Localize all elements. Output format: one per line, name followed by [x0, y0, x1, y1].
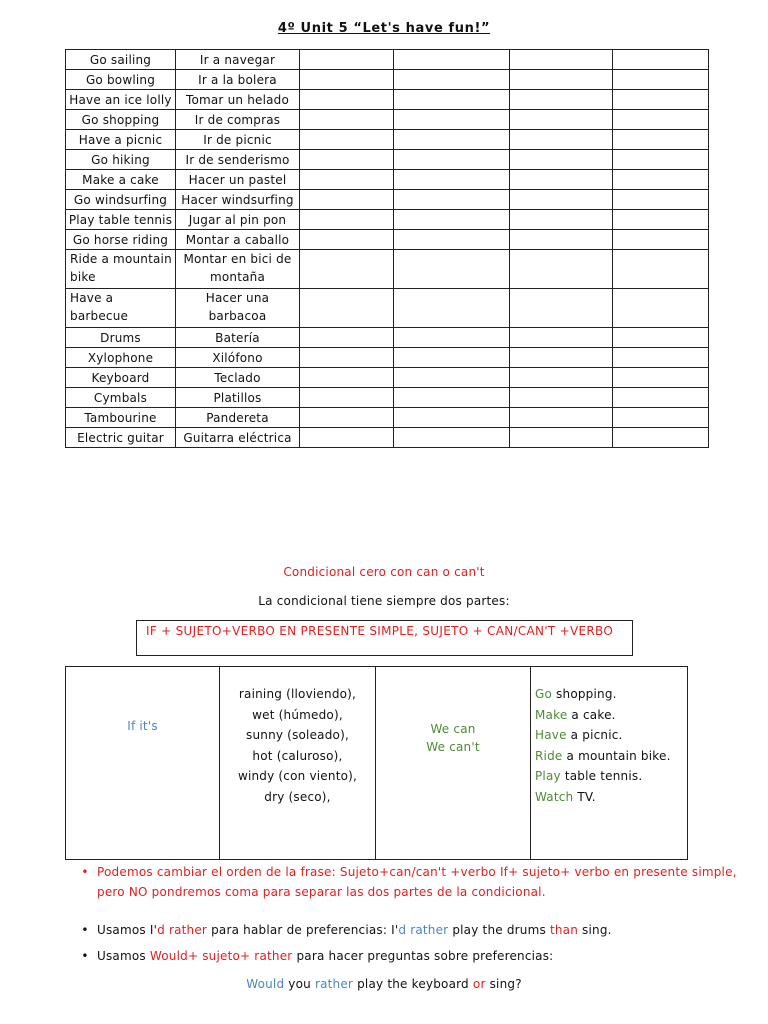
vocab-spanish: Ir a la bolera	[176, 70, 300, 90]
blank-cell	[300, 90, 394, 110]
note-keyword: Would+ sujeto+ rather	[149, 949, 293, 963]
blank-cell	[613, 90, 709, 110]
example-question	[0, 977, 768, 991]
note-id-rather	[81, 923, 737, 937]
blank-cell	[300, 170, 394, 190]
example-keyword: or	[472, 977, 486, 991]
blank-cell	[300, 210, 394, 230]
blank-cell	[613, 170, 709, 190]
vocab-row	[66, 289, 709, 328]
weather-item: windy (con viento),	[237, 769, 358, 783]
activity-verb: Make	[535, 707, 568, 722]
blank-cell	[613, 230, 709, 250]
note-text: Usamos	[97, 949, 150, 963]
note-line: Podemos cambiar el orden de la frase: Sujeto+can/can't +verbo If+ sujeto+ verbo en presente simple,	[97, 865, 737, 879]
blank-cell	[613, 130, 709, 150]
weather-cell	[220, 667, 376, 860]
vocab-spanish: Pandereta	[176, 408, 300, 428]
vocab-english: Go bowling	[66, 70, 176, 90]
blank-cell	[394, 210, 510, 230]
blank-cell	[394, 170, 510, 190]
modal-cell	[376, 667, 531, 860]
example-text: you	[284, 977, 315, 991]
blank-cell	[300, 150, 394, 170]
blank-cell	[510, 328, 613, 348]
blank-cell	[613, 408, 709, 428]
note-word-order	[81, 862, 737, 902]
blank-cell	[510, 70, 613, 90]
page-title: 4º Unit 5 “Let's have fun!”	[277, 21, 491, 36]
weather-item: sunny (soleado),	[246, 728, 349, 742]
blank-cell	[613, 368, 709, 388]
vocab-row	[66, 388, 709, 408]
blank-cell	[510, 388, 613, 408]
vocab-english: Drums	[66, 328, 176, 348]
note-text: para hablar de preferencias: I'	[207, 923, 399, 937]
blank-cell	[394, 388, 510, 408]
blank-cell	[300, 328, 394, 348]
blank-cell	[300, 250, 394, 289]
vocab-row	[66, 150, 709, 170]
vocab-spanish: Tomar un helado	[176, 90, 300, 110]
weather-item: dry (seco),	[264, 789, 331, 804]
vocab-spanish: Jugar al pin pon	[176, 210, 300, 230]
note-keyword: d rather	[398, 923, 449, 937]
vocab-english: Have a picnic	[66, 130, 176, 150]
vocab-row	[66, 368, 709, 388]
activity-item	[535, 766, 687, 787]
vocab-english: Go windsurfing	[66, 190, 176, 210]
grammar-heading: Condicional cero con can o can't	[283, 565, 485, 579]
blank-cell	[510, 348, 613, 368]
bullet-icon: •	[81, 865, 89, 879]
vocab-english: Tambourine	[66, 408, 176, 428]
vocab-row	[66, 90, 709, 110]
vocab-row	[66, 328, 709, 348]
vocab-spanish: Hacer windsurfing	[176, 190, 300, 210]
blank-cell	[394, 110, 510, 130]
vocab-english: Keyboard	[66, 368, 176, 388]
example-text: sing?	[485, 977, 522, 991]
weather-item: hot (caluroso),	[252, 748, 343, 763]
grammar-formula: IF + SUJETO+VERBO EN PRESENTE SIMPLE, SUJETO + CAN/CAN'T +VERBO	[136, 620, 633, 656]
vocab-english: Ride a mountain bike	[66, 250, 176, 289]
blank-cell	[510, 190, 613, 210]
note-text: para hacer preguntas sobre preferencias:	[292, 949, 554, 963]
example-keyword: Would	[246, 977, 285, 991]
blank-cell	[300, 388, 394, 408]
blank-cell	[510, 50, 613, 70]
blank-cell	[394, 250, 510, 289]
vocab-english: Xylophone	[66, 348, 176, 368]
blank-cell	[394, 348, 510, 368]
example-keyword: rather	[314, 977, 354, 991]
activity-item	[535, 787, 687, 808]
vocab-english: Go hiking	[66, 150, 176, 170]
activity-verb: Ride	[535, 748, 563, 763]
grammar-intro: La condicional tiene siempre dos partes:	[258, 594, 510, 608]
if-cell	[66, 667, 220, 860]
blank-cell	[394, 408, 510, 428]
blank-cell	[300, 289, 394, 328]
vocab-row	[66, 348, 709, 368]
vocab-spanish: Ir a navegar	[176, 50, 300, 70]
blank-cell	[300, 70, 394, 90]
note-line: pero NO pondremos coma para separar las dos partes de la condicional.	[97, 885, 546, 899]
activities-cell	[531, 667, 688, 860]
vocab-row	[66, 70, 709, 90]
vocab-row	[66, 130, 709, 150]
blank-cell	[613, 50, 709, 70]
activity-verb: Have	[535, 728, 567, 742]
note-text: Usamos I'	[97, 923, 158, 937]
blank-cell	[300, 230, 394, 250]
blank-cell	[394, 130, 510, 150]
blank-cell	[510, 170, 613, 190]
vocab-spanish: Hacer un pastel	[176, 170, 300, 190]
blank-cell	[510, 428, 613, 448]
blank-cell	[613, 110, 709, 130]
bullet-icon: •	[81, 949, 89, 963]
blank-cell	[394, 190, 510, 210]
blank-cell	[300, 368, 394, 388]
note-would-rather	[81, 949, 737, 963]
blank-cell	[613, 250, 709, 289]
vocab-spanish: Ir de senderismo	[176, 150, 300, 170]
blank-cell	[613, 388, 709, 408]
activity-item	[535, 705, 687, 726]
blank-cell	[300, 130, 394, 150]
vocab-english: Have an ice lolly	[66, 90, 176, 110]
vocab-spanish: Montar en bici de montaña	[176, 250, 300, 289]
blank-cell	[300, 50, 394, 70]
activity-verb: Watch	[535, 789, 574, 804]
blank-cell	[394, 328, 510, 348]
blank-cell	[394, 230, 510, 250]
blank-cell	[613, 210, 709, 230]
vocab-english: Make a cake	[66, 170, 176, 190]
blank-cell	[394, 50, 510, 70]
example-text: play the keyboard	[353, 977, 473, 991]
activity-rest: a picnic.	[566, 728, 623, 742]
activity-item	[535, 684, 687, 705]
blank-cell	[300, 348, 394, 368]
modal-cant: We can't	[426, 740, 480, 754]
vocab-row	[66, 190, 709, 210]
blank-cell	[510, 250, 613, 289]
note-keyword: d rather	[157, 923, 208, 937]
blank-cell	[613, 328, 709, 348]
weather-item: raining (lloviendo),	[238, 687, 357, 701]
conditional-table	[65, 666, 688, 860]
note-text: sing.	[578, 923, 612, 937]
vocab-english: Have a barbecue	[66, 289, 176, 328]
activity-item	[535, 746, 687, 767]
vocab-spanish: Xilófono	[176, 348, 300, 368]
blank-cell	[613, 70, 709, 90]
blank-cell	[510, 408, 613, 428]
blank-cell	[613, 348, 709, 368]
vocabulary-table	[65, 49, 709, 448]
activity-verb: Play	[535, 769, 561, 783]
activity-rest: table tennis.	[560, 769, 643, 783]
blank-cell	[300, 190, 394, 210]
weather-item: wet (húmedo),	[252, 707, 343, 722]
activity-rest: shopping.	[552, 687, 617, 701]
blank-cell	[613, 150, 709, 170]
blank-cell	[394, 368, 510, 388]
vocab-row	[66, 170, 709, 190]
vocab-row	[66, 428, 709, 448]
modal-can: We can	[430, 722, 476, 736]
vocab-english: Go horse riding	[66, 230, 176, 250]
blank-cell	[394, 150, 510, 170]
vocab-row	[66, 250, 709, 289]
activity-item	[535, 725, 687, 746]
vocab-spanish: Teclado	[176, 368, 300, 388]
vocab-english: Go shopping	[66, 110, 176, 130]
vocab-spanish: Platillos	[176, 388, 300, 408]
blank-cell	[394, 289, 510, 328]
vocab-spanish: Ir de compras	[176, 110, 300, 130]
vocab-row	[66, 230, 709, 250]
vocab-spanish: Guitarra eléctrica	[176, 428, 300, 448]
blank-cell	[510, 150, 613, 170]
vocab-english: Electric guitar	[66, 428, 176, 448]
blank-cell	[300, 110, 394, 130]
blank-cell	[300, 428, 394, 448]
blank-cell	[300, 408, 394, 428]
blank-cell	[613, 289, 709, 328]
blank-cell	[394, 90, 510, 110]
vocab-english: Go sailing	[66, 50, 176, 70]
blank-cell	[613, 428, 709, 448]
vocab-row	[66, 50, 709, 70]
vocab-spanish: Montar a caballo	[176, 230, 300, 250]
vocab-english: Play table tennis	[66, 210, 176, 230]
blank-cell	[394, 428, 510, 448]
vocab-spanish: Ir de picnic	[176, 130, 300, 150]
activity-verb: Go	[535, 687, 553, 701]
vocab-row	[66, 210, 709, 230]
activity-rest: a mountain bike.	[562, 748, 671, 763]
note-text: play the drums	[448, 923, 550, 937]
blank-cell	[510, 210, 613, 230]
if-label: If it's	[127, 719, 158, 733]
blank-cell	[394, 70, 510, 90]
blank-cell	[510, 368, 613, 388]
vocab-row	[66, 408, 709, 428]
blank-cell	[510, 130, 613, 150]
note-keyword: than	[549, 923, 579, 937]
vocab-spanish: Hacer una barbacoa	[176, 289, 300, 328]
vocab-row	[66, 110, 709, 130]
blank-cell	[613, 190, 709, 210]
blank-cell	[510, 90, 613, 110]
activity-rest: TV.	[573, 789, 596, 804]
vocab-english: Cymbals	[66, 388, 176, 408]
bullet-icon: •	[81, 923, 89, 937]
blank-cell	[510, 230, 613, 250]
vocab-spanish: Batería	[176, 328, 300, 348]
blank-cell	[510, 110, 613, 130]
activity-rest: a cake.	[567, 707, 616, 722]
blank-cell	[510, 289, 613, 328]
